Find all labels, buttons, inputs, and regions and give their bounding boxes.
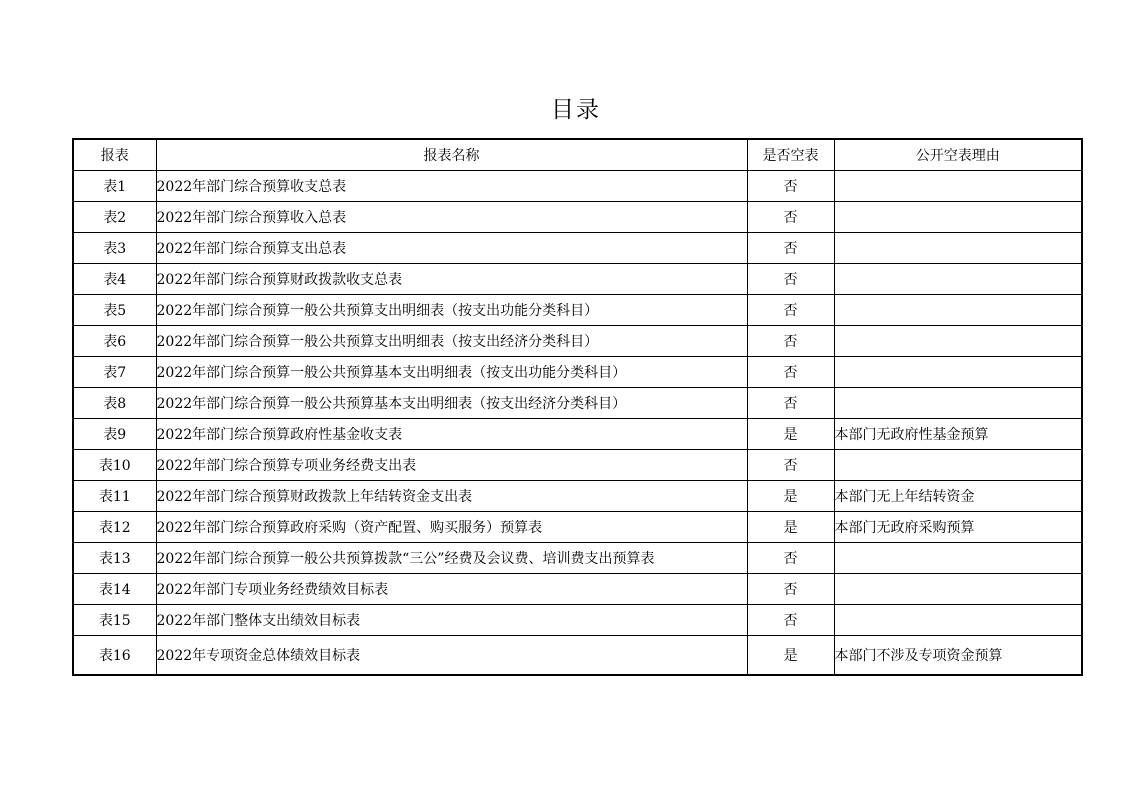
row-reason xyxy=(834,233,1082,264)
row-reason xyxy=(834,450,1082,481)
row-name: 2022年部门综合预算收支总表 xyxy=(156,171,747,202)
row-empty-flag: 否 xyxy=(747,264,834,295)
row-name: 2022年部门综合预算财政拨款上年结转资金支出表 xyxy=(156,481,747,512)
catalog-table xyxy=(72,138,1083,676)
table-row xyxy=(73,481,1082,512)
table-row xyxy=(73,264,1082,295)
row-name: 2022年部门专项业务经费绩效目标表 xyxy=(156,574,747,605)
row-name: 2022年部门综合预算一般公共预算拨款“三公”经费及会议费、培训费支出预算表 xyxy=(156,543,747,574)
row-code: 表10 xyxy=(73,450,156,481)
row-reason xyxy=(834,202,1082,233)
row-name: 2022年部门综合预算政府性基金收支表 xyxy=(156,419,747,450)
row-reason xyxy=(834,543,1082,574)
table-row xyxy=(73,543,1082,574)
row-reason: 本部门不涉及专项资金预算 xyxy=(834,636,1082,676)
table-row xyxy=(73,512,1082,543)
row-reason xyxy=(834,264,1082,295)
row-name: 2022年部门综合预算支出总表 xyxy=(156,233,747,264)
row-reason xyxy=(834,574,1082,605)
row-code: 表9 xyxy=(73,419,156,450)
header-code: 报表 xyxy=(73,139,156,171)
row-name: 2022年部门综合预算政府采购（资产配置、购买服务）预算表 xyxy=(156,512,747,543)
header-empty: 是否空表 xyxy=(747,139,834,171)
row-code: 表11 xyxy=(73,481,156,512)
row-empty-flag: 否 xyxy=(747,202,834,233)
row-code: 表1 xyxy=(73,171,156,202)
row-code: 表6 xyxy=(73,326,156,357)
row-empty-flag: 否 xyxy=(747,574,834,605)
row-empty-flag: 否 xyxy=(747,295,834,326)
row-empty-flag: 否 xyxy=(747,388,834,419)
header-reason: 公开空表理由 xyxy=(834,139,1082,171)
row-reason xyxy=(834,605,1082,636)
row-empty-flag: 是 xyxy=(747,512,834,543)
table-row xyxy=(73,171,1082,202)
row-code: 表2 xyxy=(73,202,156,233)
row-empty-flag: 否 xyxy=(747,450,834,481)
row-empty-flag: 否 xyxy=(747,233,834,264)
row-empty-flag: 否 xyxy=(747,171,834,202)
row-code: 表5 xyxy=(73,295,156,326)
row-empty-flag: 否 xyxy=(747,605,834,636)
row-empty-flag: 否 xyxy=(747,326,834,357)
table-row xyxy=(73,450,1082,481)
page-title: 目录 xyxy=(551,97,601,123)
row-empty-flag: 是 xyxy=(747,636,834,676)
row-code: 表15 xyxy=(73,605,156,636)
table-row xyxy=(73,605,1082,636)
table-row xyxy=(73,636,1082,676)
row-code: 表14 xyxy=(73,574,156,605)
table-header-row xyxy=(73,139,1082,171)
row-code: 表13 xyxy=(73,543,156,574)
row-empty-flag: 否 xyxy=(747,357,834,388)
table-row xyxy=(73,326,1082,357)
row-name: 2022年部门综合预算一般公共预算基本支出明细表（按支出经济分类科目） xyxy=(156,388,747,419)
row-reason: 本部门无政府性基金预算 xyxy=(834,419,1082,450)
row-reason: 本部门无上年结转资金 xyxy=(834,481,1082,512)
row-code: 表7 xyxy=(73,357,156,388)
row-name: 2022年部门综合预算一般公共预算支出明细表（按支出功能分类科目） xyxy=(156,295,747,326)
row-code: 表3 xyxy=(73,233,156,264)
row-name: 2022年部门整体支出绩效目标表 xyxy=(156,605,747,636)
row-reason xyxy=(834,295,1082,326)
row-code: 表16 xyxy=(73,636,156,676)
row-empty-flag: 否 xyxy=(747,543,834,574)
table-row xyxy=(73,295,1082,326)
row-reason xyxy=(834,171,1082,202)
row-empty-flag: 是 xyxy=(747,419,834,450)
row-name: 2022年部门综合预算收入总表 xyxy=(156,202,747,233)
table-row xyxy=(73,574,1082,605)
row-name: 2022年部门综合预算一般公共预算基本支出明细表（按支出功能分类科目） xyxy=(156,357,747,388)
row-code: 表12 xyxy=(73,512,156,543)
row-name: 2022年部门综合预算财政拨款收支总表 xyxy=(156,264,747,295)
row-reason xyxy=(834,326,1082,357)
table-row xyxy=(73,388,1082,419)
table-row xyxy=(73,233,1082,264)
table-row xyxy=(73,419,1082,450)
table-row xyxy=(73,202,1082,233)
table-row xyxy=(73,357,1082,388)
row-reason: 本部门无政府采购预算 xyxy=(834,512,1082,543)
row-reason xyxy=(834,388,1082,419)
header-name: 报表名称 xyxy=(156,139,747,171)
row-reason xyxy=(834,357,1082,388)
row-empty-flag: 是 xyxy=(747,481,834,512)
row-name: 2022年专项资金总体绩效目标表 xyxy=(156,636,747,676)
row-name: 2022年部门综合预算专项业务经费支出表 xyxy=(156,450,747,481)
row-name: 2022年部门综合预算一般公共预算支出明细表（按支出经济分类科目） xyxy=(156,326,747,357)
row-code: 表8 xyxy=(73,388,156,419)
row-code: 表4 xyxy=(73,264,156,295)
